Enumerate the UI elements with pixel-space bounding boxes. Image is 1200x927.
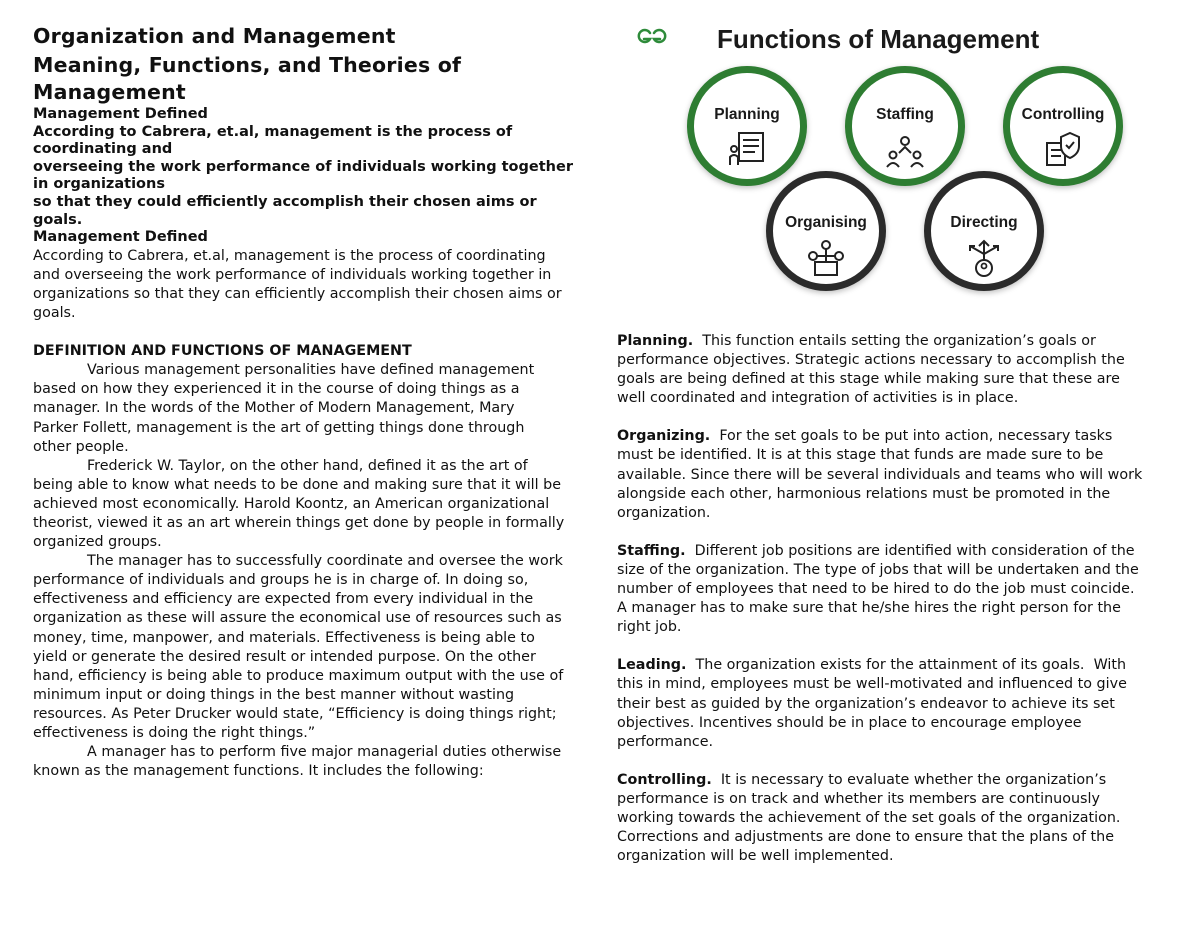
text-line: performance is on track and whether its members are continuously: [617, 790, 1100, 807]
text-line: alongside each other, harmonious relations must be promoted in the: [617, 485, 1111, 502]
text-line: [617, 427, 1182, 446]
text-line: organization will be well implemented.: [617, 848, 894, 865]
document-title: [33, 22, 598, 105]
text-line: [617, 332, 1182, 351]
paragraph: [33, 361, 598, 456]
controlling-circle: [1003, 66, 1123, 186]
text-line: resources. As Peter Drucker would state, “Efficiency is doing things right;: [33, 705, 557, 722]
text-line: effectiveness is doing the right things.”: [33, 725, 316, 741]
text-line: goals are being defined at this stage while making sure that these are: [617, 371, 1120, 388]
function-leading: [617, 656, 1182, 751]
functions-of-management-graphic: [617, 18, 1182, 303]
text-line: goals.: [33, 305, 76, 322]
title-line: Management: [33, 80, 186, 104]
text-line: this in mind, employees must be well-motivated and influenced to give: [617, 676, 1127, 693]
subheading: Management Defined: [33, 106, 208, 122]
circle-label: Staffing: [876, 106, 934, 123]
text-line: performance of individuals and groups he is in charge of. In doing so,: [33, 572, 529, 589]
text-line: well coordinated and integration of activities is in place.: [617, 390, 1019, 407]
text-line: Various management personalities have defined management: [87, 362, 535, 379]
text-line: their best as guided by the organization’s endeavor to achieve its set: [617, 695, 1115, 712]
text-line: [617, 771, 1182, 790]
definition-paragraph: [33, 247, 598, 323]
function-name: Organizing.: [617, 428, 711, 445]
text-line: money, time, manpower, and materials. Effectiveness is being able to: [33, 629, 535, 646]
text-line: other people.: [33, 438, 129, 455]
text-line: organized groups.: [33, 534, 162, 551]
text-fragment: The organization exists for the attainment of its goals. With: [686, 657, 1127, 674]
text-line: based on how they experienced it in the course of doing things as a: [33, 381, 520, 398]
text-line: being able to know what needs to be done and making sure that it will be: [33, 476, 562, 493]
planning-board-icon: [727, 129, 767, 173]
bold-definition-block: [33, 106, 598, 247]
function-controlling: [617, 771, 1182, 866]
function-organizing: [617, 427, 1182, 522]
circle-label: Planning: [714, 106, 780, 123]
graphic-title: Functions of Management: [717, 24, 1040, 54]
organising-network-icon: [806, 238, 846, 282]
paragraph: [33, 743, 598, 781]
text-line: performance objectives. Strategic actions necessary to accomplish the: [617, 352, 1125, 369]
text-line: manager. In the words of the Mother of Modern Management, Mary: [33, 400, 515, 417]
text-line: According to Cabrera, et.al, management is the process of coordinating: [33, 247, 546, 264]
text-line: available. Since there will be several individuals and teams who will work: [617, 466, 1143, 483]
controlling-shield-icon: [1043, 129, 1083, 173]
bold-text-line: According to Cabrera, et.al, management is the process of: [33, 123, 513, 140]
bold-text-line: coordinating and: [33, 141, 173, 158]
text-line: A manager has to make sure that he/she hires the right person for the: [617, 600, 1121, 617]
title-line: Meaning, Functions, and Theories of: [33, 52, 462, 77]
circle-label: Directing: [950, 214, 1018, 231]
text-line: organizations so that they can efficiently accomplish their chosen aims or: [33, 285, 562, 302]
text-line: organization as these will assure the economical use of resources such as: [33, 610, 562, 627]
functions-list: [617, 332, 1182, 885]
staffing-team-icon: [885, 129, 925, 173]
subheading: Management Defined: [33, 229, 208, 246]
text-line: working towards the achievement of the set goals of the organization.: [617, 809, 1121, 826]
function-name: Planning.: [617, 333, 694, 349]
text-line: known as the management functions. It includes the following:: [33, 763, 484, 780]
paragraph: [33, 552, 598, 743]
bold-text-line: in organizations: [33, 176, 165, 193]
bold-text-line: overseeing the work performance of individuals working together: [33, 158, 573, 175]
text-line: Parker Follett, management is the art of getting things done through: [33, 419, 525, 436]
text-line: and overseeing the work performance of individuals working together in: [33, 266, 552, 283]
bold-text-line: so that they could efficiently accomplish their chosen aims or: [33, 193, 537, 210]
text-line: achieved most economically. Harold Koontz, an American organizational: [33, 495, 550, 512]
text-line: Corrections and adjustments are done to ensure that the plans of the: [617, 829, 1114, 846]
text-line: [617, 542, 1182, 561]
text-line: right job.: [617, 619, 682, 636]
bold-text-line: goals.: [33, 211, 83, 228]
text-line: yield or generate the desired result or intended purpose. On the other: [33, 648, 536, 665]
text-line: [617, 656, 1182, 675]
circle-label: Controlling: [1021, 106, 1105, 123]
text-line: objectives. Incentives should be in place to encourage employee: [617, 714, 1082, 731]
text-line: Frederick W. Taylor, on the other hand, defined it as the art of: [87, 457, 528, 474]
left-column: [33, 22, 598, 781]
directing-arrows-icon: [964, 238, 1004, 282]
paragraph: [33, 457, 598, 552]
text-line: A manager has to perform five major managerial duties otherwise: [87, 744, 562, 761]
function-planning: [617, 332, 1182, 408]
organising-circle: [766, 171, 886, 291]
text-line: effectiveness and efficiency are expected from every individual in the: [33, 591, 534, 608]
section-heading: DEFINITION AND FUNCTIONS OF MANAGEMENT: [33, 343, 412, 360]
text-fragment: Different job positions are identified with consideration of the: [685, 542, 1135, 559]
function-name: Staffing.: [617, 542, 686, 559]
text-line: theorist, viewed it as an art wherein things get done by people in formally: [33, 514, 565, 531]
text-fragment: It is necessary to evaluate whether the organization’s: [711, 771, 1107, 788]
gg-logo-icon: [635, 26, 669, 50]
text-line: organization.: [617, 504, 711, 521]
function-name: Leading.: [617, 657, 687, 674]
directing-circle: [924, 171, 1044, 291]
text-fragment: For the set goals to be put into action, necessary tasks: [710, 428, 1113, 445]
planning-circle: [687, 66, 807, 186]
text-line: size of the organization. The type of jobs that will be undertaken and the: [617, 561, 1139, 578]
function-name: Controlling.: [617, 771, 712, 788]
function-staffing: [617, 542, 1182, 637]
text-line: hand, efficiency is being able to produce maximum output with the use of: [33, 667, 564, 684]
title-line: Organization and Management: [33, 24, 396, 48]
text-line: performance.: [617, 733, 714, 750]
circle-label: Organising: [785, 214, 867, 231]
text-line: The manager has to successfully coordinate and oversee the work: [87, 553, 563, 570]
text-line: number of employees that need to be hired to do the job must coincide.: [617, 581, 1135, 598]
staffing-circle: [845, 66, 965, 186]
text-line: must be identified. It is at this stage that funds are made sure to be: [617, 447, 1104, 464]
text-line: minimum input or doing things in the best manner without wasting: [33, 686, 515, 703]
text-fragment: This function entails setting the organization’s goals or: [693, 333, 1096, 349]
